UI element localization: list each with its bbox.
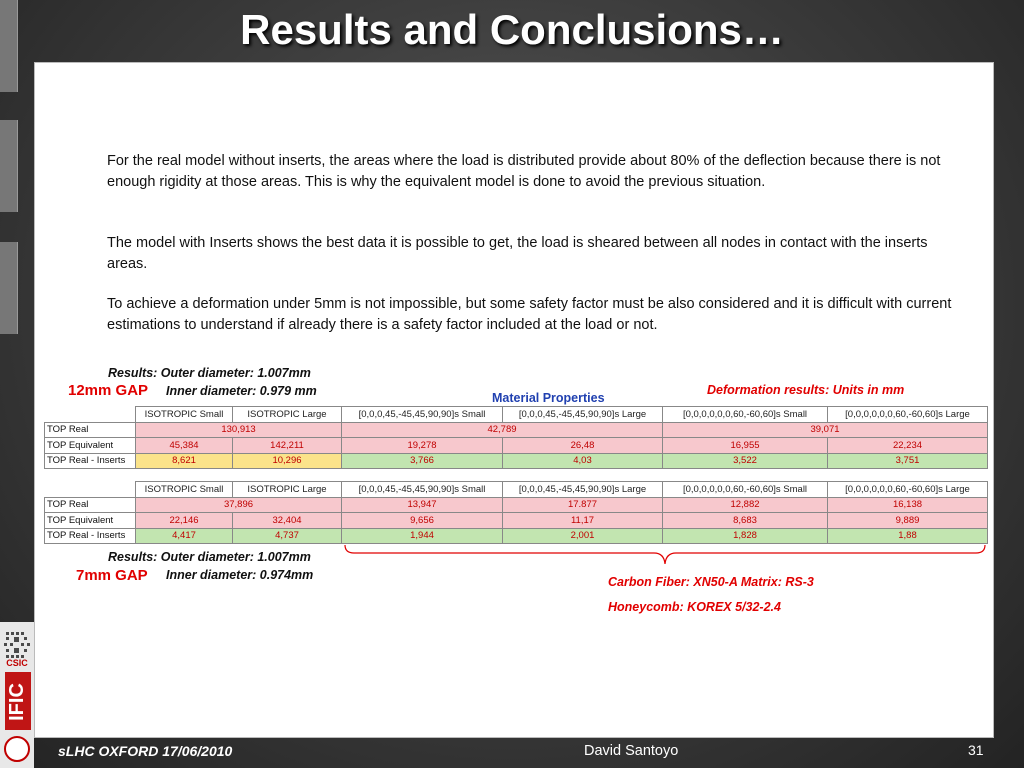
value-cell: 32,404 xyxy=(233,513,342,529)
gap12-label: 12mm GAP xyxy=(68,382,149,399)
value-cell: 22,146 xyxy=(136,513,233,529)
value-cell: 3,751 xyxy=(828,453,988,469)
value-cell: 45,384 xyxy=(136,438,233,454)
gap7-inner: Inner diameter: 0.974mm xyxy=(166,568,314,582)
value-cell: 9,656 xyxy=(342,513,503,529)
value-cell: 142,211 xyxy=(233,438,342,454)
value-cell: 22,234 xyxy=(828,438,988,454)
paragraph-deflection: For the real model without inserts, the areas where the load is distributed provide about 80% of the deflection because there is not enough rigidity at those areas. This is why the equivalent model is done to avoid the previous situation. xyxy=(107,153,941,190)
table-row xyxy=(45,513,988,529)
value-cell: 8,621 xyxy=(136,453,233,469)
side-tab xyxy=(0,120,18,212)
value-cell: 26,48 xyxy=(503,438,663,454)
row-label: TOP Equivalent xyxy=(45,513,136,529)
value-cell: 17.877 xyxy=(503,497,663,513)
value-cell: 11,17 xyxy=(503,513,663,529)
header-cell: [0,0,0,45,-45,45,90,90]s Large xyxy=(503,407,663,423)
header-cell: [0,0,0,0,0,0,60,-60,60]s Large xyxy=(828,407,988,423)
value-cell: 16,955 xyxy=(663,438,828,454)
value-cell: 4,03 xyxy=(503,453,663,469)
page-number: 31 xyxy=(968,742,984,758)
table-row xyxy=(45,497,988,513)
value-cell: 4,417 xyxy=(136,528,233,544)
value-cell: 130,913 xyxy=(136,422,342,438)
value-cell: 2,001 xyxy=(503,528,663,544)
row-label: TOP Real - Inserts xyxy=(45,453,136,469)
header-cell: ISOTROPIC Large xyxy=(233,482,342,498)
row-label: TOP Equivalent xyxy=(45,438,136,454)
header-cell: [0,0,0,0,0,0,60,-60,60]s Small xyxy=(663,407,828,423)
row-label: TOP Real xyxy=(45,497,136,513)
table-row xyxy=(45,438,988,454)
header-cell: [0,0,0,0,0,0,60,-60,60]s Small xyxy=(663,482,828,498)
gap12-inner: Inner diameter: 0.979 mm xyxy=(166,384,317,398)
value-cell: 4,737 xyxy=(233,528,342,544)
gap7-results-outer: Results: Outer diameter: 1.007mm xyxy=(108,550,311,564)
value-cell: 3,522 xyxy=(663,453,828,469)
value-cell: 3,766 xyxy=(342,453,503,469)
value-cell: 12,882 xyxy=(663,497,828,513)
value-cell: 37,896 xyxy=(136,497,342,513)
value-cell: 13,947 xyxy=(342,497,503,513)
value-cell: 16,138 xyxy=(828,497,988,513)
header-cell: ISOTROPIC Small xyxy=(136,482,233,498)
carbon-fiber-label: Carbon Fiber: XN50-A Matrix: RS-3 xyxy=(608,575,814,589)
table-header-row xyxy=(45,407,988,423)
value-cell: 42,789 xyxy=(342,422,663,438)
table-row xyxy=(45,453,988,469)
table-row xyxy=(45,422,988,438)
results-table-12mm xyxy=(44,406,988,469)
header-cell: ISOTROPIC Large xyxy=(233,407,342,423)
value-cell: 1,944 xyxy=(342,528,503,544)
side-tab xyxy=(0,0,18,92)
material-properties-label: Material Properties xyxy=(492,391,605,405)
value-cell: 10,296 xyxy=(233,453,342,469)
paragraph-safety: To achieve a deformation under 5mm is not impossible, but some safety factor must be also considered and it is difficult with current estimations to understand if already there is a safety factor included at the load or not. xyxy=(107,296,952,333)
value-cell: 19,278 xyxy=(342,438,503,454)
value-cell: 1,88 xyxy=(828,528,988,544)
row-label: TOP Real xyxy=(45,422,136,438)
header-cell: [0,0,0,45,-45,45,90,90]s Large xyxy=(503,482,663,498)
row-label: TOP Real - Inserts xyxy=(45,528,136,544)
table-header-row xyxy=(45,482,988,498)
slide-title: Results and Conclusions… xyxy=(240,6,784,53)
value-cell: 39,071 xyxy=(663,422,988,438)
value-cell: 8,683 xyxy=(663,513,828,529)
header-cell: [0,0,0,45,-45,45,90,90]s Small xyxy=(342,482,503,498)
ific-logo-text: IFIC xyxy=(6,683,28,721)
side-tab xyxy=(0,242,18,334)
paragraph-inserts: The model with Inserts shows the best data it is possible to get, the load is sheared between all nodes in contact with the inserts areas. xyxy=(107,235,928,272)
footer-author: David Santoyo xyxy=(584,743,679,759)
header-cell: ISOTROPIC Small xyxy=(136,407,233,423)
results-table-7mm xyxy=(44,481,988,544)
header-cell: [0,0,0,45,-45,45,90,90]s Small xyxy=(342,407,503,423)
footer-event: sLHC OXFORD 17/06/2010 xyxy=(58,743,233,759)
header-cell: [0,0,0,0,0,0,60,-60,60]s Large xyxy=(828,482,988,498)
honeycomb-label: Honeycomb: KOREX 5/32-2.4 xyxy=(608,600,781,614)
material-brace xyxy=(344,544,986,566)
deformation-results-label: Deformation results: Units in mm xyxy=(707,383,905,397)
table-row xyxy=(45,528,988,544)
csic-logo-text: CSIC xyxy=(6,658,28,668)
value-cell: 1,828 xyxy=(663,528,828,544)
gap7-label: 7mm GAP xyxy=(76,567,148,584)
gap12-results-outer: Results: Outer diameter: 1.007mm xyxy=(108,366,311,380)
university-seal-icon xyxy=(4,736,30,762)
value-cell: 9,889 xyxy=(828,513,988,529)
